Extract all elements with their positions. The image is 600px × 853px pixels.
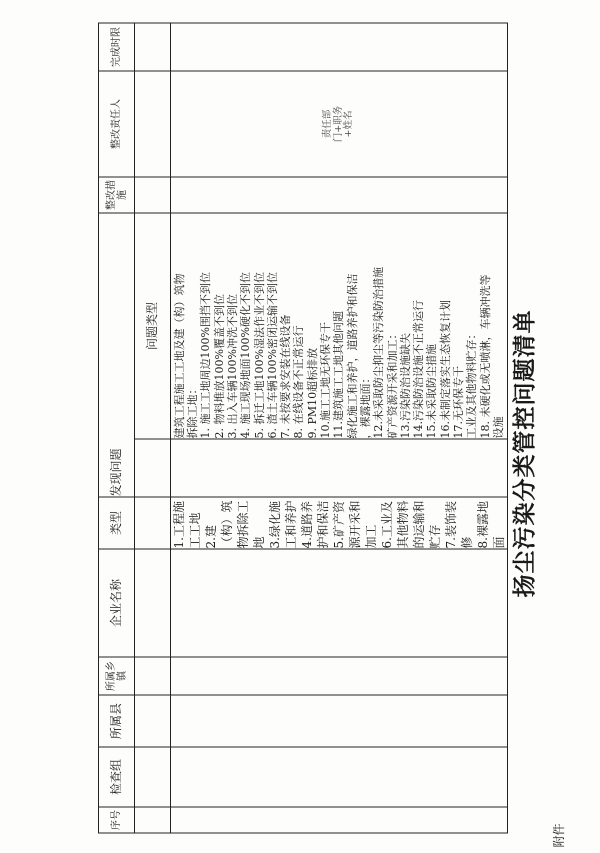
type-line: 面	[492, 535, 506, 548]
cell-found-issue	[171, 439, 508, 497]
issue-line: 16.未制定落实生态恢复计划	[438, 299, 452, 438]
cell-empty	[135, 439, 171, 497]
cell-seq	[171, 807, 508, 833]
type-list-cell	[171, 497, 508, 549]
issue-line: ，裸露地面：	[358, 372, 372, 438]
type-line: 的运输和	[412, 499, 426, 548]
cell-empty	[135, 657, 171, 695]
type-line: 加工	[364, 523, 378, 548]
issue-line: 设施	[491, 416, 505, 438]
cell-deadline	[171, 22, 508, 70]
type-line: 护和保洁	[316, 499, 330, 548]
type-line: 工工地	[188, 511, 202, 548]
header-responsible: 整改责任人	[99, 70, 135, 176]
type-line: 3.绿化施	[268, 500, 282, 548]
table-header-row	[99, 22, 135, 832]
cell-measures	[171, 176, 508, 212]
issue-line: 8. 在线设备不正常运行	[292, 325, 306, 438]
issue-line: 12.未采取防尘抑尘等污染防治措施	[372, 266, 386, 438]
issue-line: 矿产资源开采和加工：	[385, 328, 399, 438]
header-inspection-group: 检查组	[99, 747, 135, 807]
type-line: 修	[460, 535, 474, 548]
type-line: 工和养护	[284, 499, 298, 548]
type-line: 6.工业及	[380, 500, 394, 548]
header-seq: 序号	[99, 807, 135, 833]
issue-line: 18. 未硬化或无喷淋，车辆冲洗等	[478, 274, 492, 438]
issue-type-list-cell	[171, 212, 508, 438]
table-row	[171, 22, 508, 832]
responsible-note-line: 责任部	[321, 109, 333, 138]
type-line: 1.工程施	[172, 500, 186, 548]
cell-empty	[135, 70, 171, 176]
attachment-label: 附件	[552, 822, 566, 847]
issue-line: 9. PM10超标排放	[305, 347, 319, 438]
responsible-note-cell	[171, 70, 508, 176]
type-line: 地	[252, 535, 266, 548]
cell-empty	[135, 497, 171, 549]
header-county: 所属县	[99, 695, 135, 747]
document-title: 扬尘污染分类管控问题清单	[511, 309, 538, 597]
issue-line: 建筑工程施工工地及建（构）筑物	[172, 273, 186, 438]
issue-line: 1. 施工工地周边100%围挡不到位	[199, 271, 213, 438]
issue-line: 3. 出入车辆100%冲洗不到位	[225, 293, 239, 438]
issue-line: 5. 拆迁工地100%湿法作业不到位	[252, 271, 266, 438]
type-line: 贮存	[428, 523, 442, 548]
issue-line: 11.建筑施工工地其他问题	[332, 310, 346, 438]
issue-line: 工业及其他物料贮存：	[465, 328, 479, 438]
type-line: 8.裸露地	[476, 500, 490, 548]
issue-line: 2. 物料堆放100%覆盖不到位	[212, 293, 226, 438]
issue-line: 15.未采取防尘措施	[425, 343, 439, 438]
issue-list-table	[98, 22, 508, 833]
header-company: 企业名称	[99, 549, 135, 657]
table-subheader-row	[135, 22, 171, 832]
cell-empty	[135, 22, 171, 70]
header-found-issue: 发现问题	[99, 212, 135, 496]
cell-company	[171, 549, 508, 657]
issue-line: 绿化施工和养护，道路养护和保洁	[345, 273, 359, 438]
type-line: 5.矿产资	[332, 500, 346, 548]
header-type: 类型	[99, 497, 135, 549]
type-line: 其他物料	[396, 499, 410, 548]
type-line: 2.建	[204, 524, 218, 548]
header-town: 所属乡镇	[99, 657, 135, 695]
type-line: 4.道路养	[300, 500, 314, 548]
issue-line: 4. 施工现场地面100%硬化不到位	[239, 271, 253, 438]
header-measures: 整改措施	[99, 176, 135, 212]
cell-empty	[135, 549, 171, 657]
issue-line: 17.无环保专干	[452, 365, 466, 438]
header-deadline: 完成时限	[99, 22, 135, 70]
issue-line: 7. 未按要求安装在线设备	[279, 314, 293, 438]
type-line: 源开采和	[348, 499, 362, 548]
issue-line: 10.施工工地无环保专干	[319, 321, 333, 438]
cell-empty	[135, 176, 171, 212]
type-line: （构）筑	[220, 499, 234, 548]
issue-line: 14.污染防治设施不正常运行	[412, 299, 426, 438]
cell-empty	[135, 807, 171, 833]
issue-line: 6. 渣土车辆100%密闭运输不到位	[265, 271, 279, 438]
header-issue-type: 问题类型	[135, 212, 171, 438]
responsible-note-line: 门+职务	[332, 105, 344, 142]
cell-county	[171, 695, 508, 747]
responsible-note-line: +姓名	[343, 110, 355, 137]
type-line: 7.装饰装	[444, 500, 458, 548]
cell-town	[171, 657, 508, 695]
cell-empty	[135, 695, 171, 747]
type-line: 物拆除工	[236, 499, 250, 548]
cell-empty	[135, 747, 171, 807]
cell-inspection-group	[171, 747, 508, 807]
issue-line: 拆除工地：	[186, 383, 200, 438]
issue-line: 13.污染防治设施缺失	[398, 332, 412, 438]
